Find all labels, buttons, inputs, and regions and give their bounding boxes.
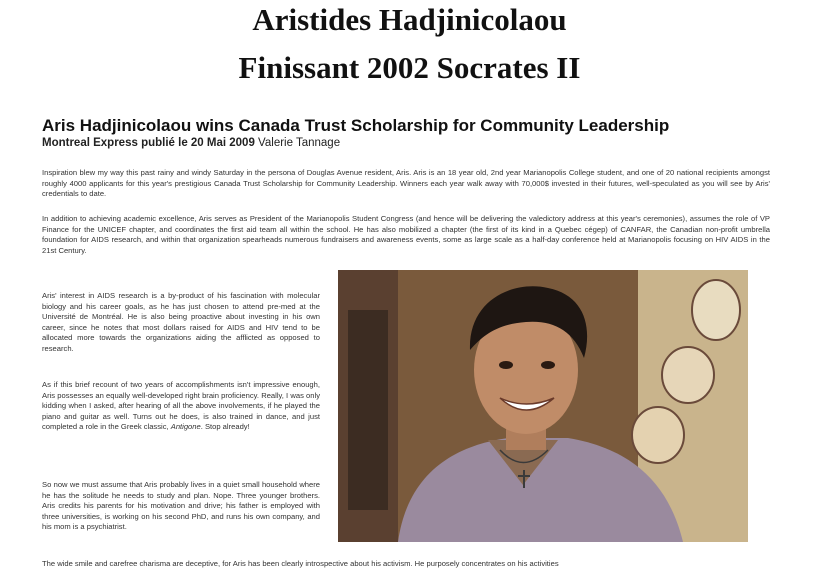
article-byline: [42, 137, 340, 149]
portrait-illustration: [338, 270, 748, 542]
portrait-photo: [338, 270, 748, 542]
paragraph-2: In addition to achieving academic excellence, Aris serves as President of the Marianopolis Student Congress (and hence will be delivering the valedictory address at this year's ceremonies), assumes the role of VP Finance for the UNICEF chapter, and coordinates the first aid team all within the school. He has also mobilized a chapter (the first of its kind in a Quebec cégep) of CANFAR, the Canadian non-profit umbrella foundation for AIDS research, and within that organization spearheads numerous fundraisers and awareness events, some as large scale as a half-day conference held at Marianopolis focusing on HIV AIDS in the 21st Century.: [42, 214, 770, 255]
paragraph-3: Aris' interest in AIDS research is a by-product of his fascination with molecular biology and his career goals, as he has just chosen to attend pre-med at the Université de Montréal. He is also being proactive about investing in his own career, since he notes that most dollars raised for AIDS and HIV tend to be allocated more towards the organizations aiding the afflicted as opposed to research.: [42, 291, 320, 353]
page-title-name: Aristides Hadjinicolaou: [252, 2, 567, 37]
paragraph-4-text-b: . Stop already!: [200, 422, 250, 432]
page-title-class: Finissant 2002 Socrates II: [238, 50, 581, 85]
byline-author: Valerie Tannage: [258, 137, 341, 149]
paragraph-4: [42, 380, 320, 433]
article-headline: Aris Hadjinicolaou wins Canada Trust Scholarship for Community Leadership: [42, 116, 670, 135]
paragraph-4-text-a: As if this brief recount of two years of accomplishments isn't impressive enough, Aris possesses an equally well-developed right brain proficiency. Really, I was only kidding when I asked, after hearing of all the above involvements, if he played the piano and guitar as well. Turns out he does, is also trained in dance, and just completed a role in the Greek classic,: [42, 380, 320, 432]
paragraph-1: Inspiration blew my way this past rainy and windy Saturday in the persona of Douglas Avenue resident, Aris. Aris is an 18 year old, 2nd year Marianopolis College student, and one of 20 national recipients amongst roughly 4000 applicants for this year's prestigious Canada Trust Scholarship for Community Leadership. Winners each year walk away with 70,000$ invested in their futures, well-speculated as you will see by Aris' credentials to date.: [42, 168, 770, 199]
byline-source: Montreal Express publié le 20 Mai 2009: [42, 137, 255, 149]
paragraph-6: The wide smile and carefree charisma are deceptive, for Aris has been clearly introspective about his activism. He purposely concentrates on his activities: [42, 559, 559, 568]
paragraph-4-italic: Antigone: [170, 422, 201, 432]
paragraph-5: So now we must assume that Aris probably lives in a quiet small household where he has the solitude he needs to study and plan. Nope. Three younger brothers. Aris credits his parents for his motivation and drive; his father is employed with three universities, is working on his second PhD, and runs his own company, and his mom is a psychiatrist.: [42, 480, 320, 532]
